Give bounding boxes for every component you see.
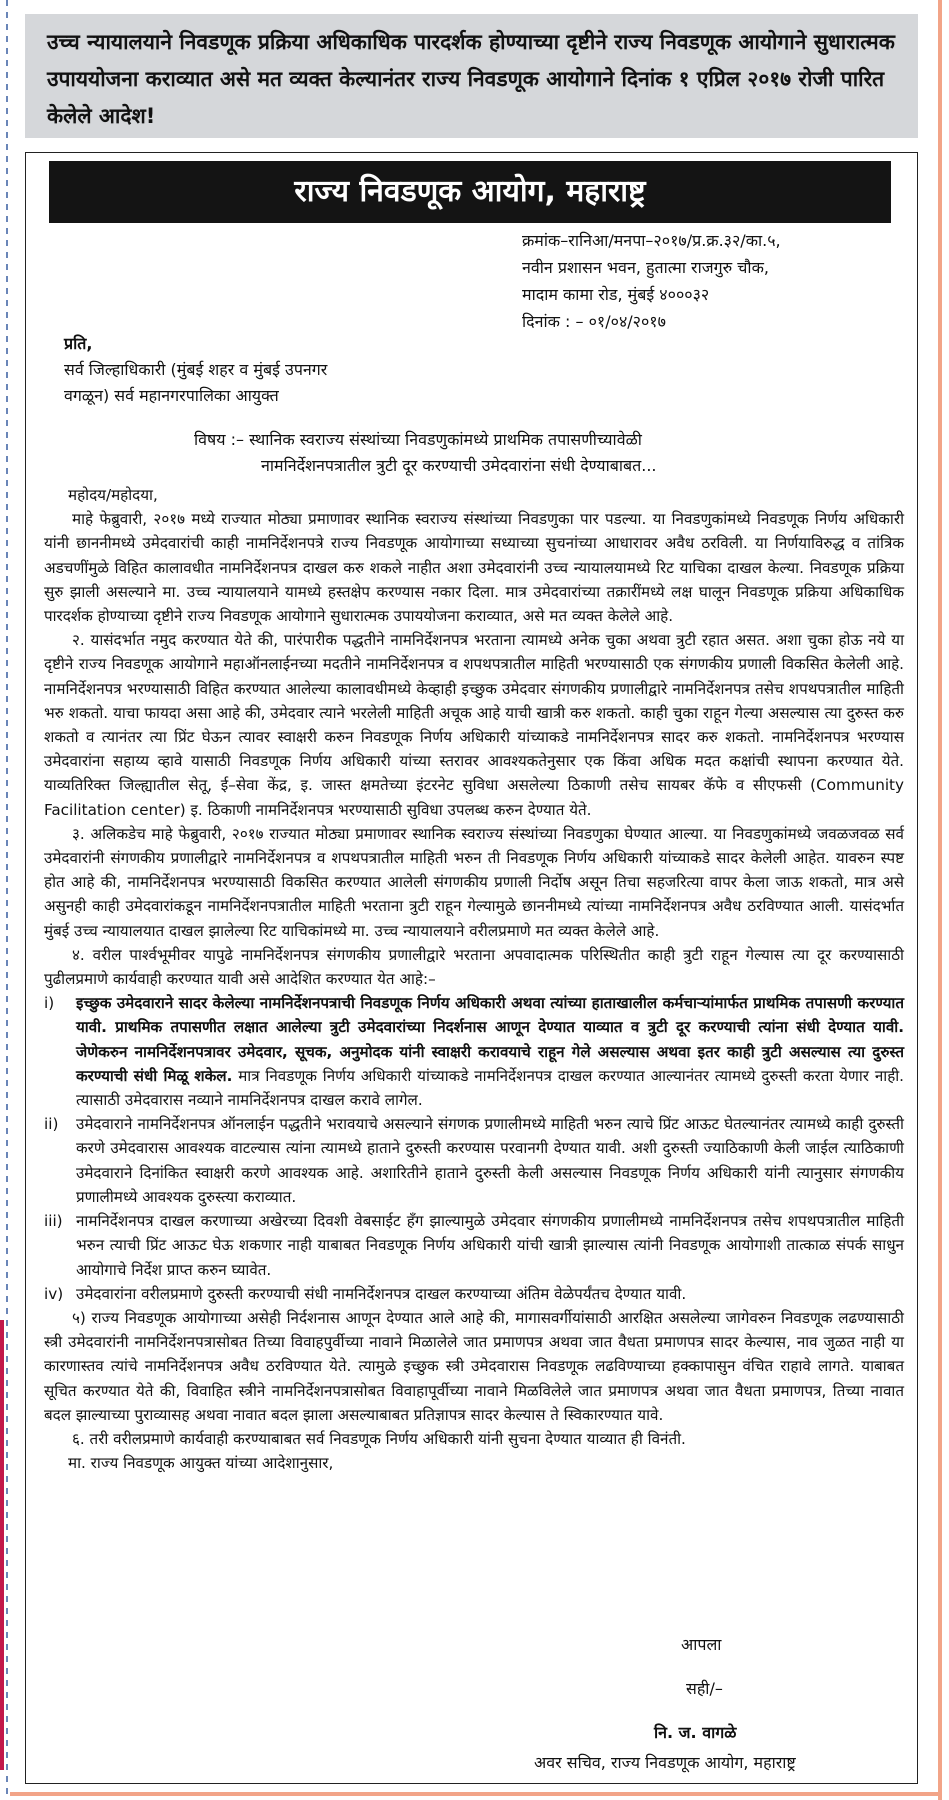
- list-item-3: [44, 1209, 904, 1282]
- recipient-line-1: सर्व जिल्हाधिकारी (मुंबई शहर व मुंबई उपनगर: [64, 360, 328, 379]
- paragraph-4: ४. वरील पार्श्वभूमीवर यापुढे नामनिर्देशनपत्र संगणकीय प्रणालीद्वारे भरताना अपवादात्मक परिस्थितीत काही त्रुटी राहून गेल्यास त्या दूर करण्यासाठी पुढीलप्रमाणे कार्यवाही करण्यात यावी असे आदेशित करण्यात येत आहे:–: [44, 945, 904, 989]
- recipient-block: [64, 331, 484, 409]
- list-item-1-bold: इच्छुक उमेदवाराने सादर केलेल्या नामनिर्देशनपत्राची निवडणूक निर्णय अधिकारी अथवा त्यांच्या हाताखालील कर्मचाऱ्यांमार्फत प्राथमिक तपासणी करण्यात यावी. प्राथमिक तपासणीत लक्षात आलेल्या त्रुटी उमेदवारांच्या निदर्शनास आणून देण्यात याव्यात व त्रुटी दूर करण्याची त्यांना संधी देण्यात यावी. जेणेकरुन नामनिर्देशनपत्रावर उमेदवार, सूचक, अनुमोदक यांनी स्वाक्षरी करावयाचे राहून गेले असल्यास अथवा इतर काही त्रुटी असल्यास त्या दुरुस्त करण्याची संधी मिळू शकेल.: [76, 994, 904, 1085]
- reference-date: दिनांक : – ०१/०४/२०१७: [522, 312, 666, 331]
- paragraph-1: माहे फेब्रुवारी, २०१७ मध्ये राज्यात मोठ्या प्रमाणावर स्थानिक स्वराज्य संस्थांच्या निवडणुका पार पडल्या. या निवडणुकांमध्ये निवडणूक निर्णय अधिकारी यांनी छाननीमध्ये उमेदवारांची काही नामनिर्देशनपत्रे राज्य निवडणूक आयोगाच्या सध्याच्या सुचनांच्या आधारावर अवैध ठरविली. या निर्णयाविरुद्ध व तांत्रिक अडचणींमुळे विहित कालावधीत नामनिर्देशनपत्र दाखल करु शकले नाहीत अशा उमेदवारांनी उच्च न्यायालयामध्ये रिट याचिका दाखल केल्या. निवडणूक प्रक्रिया सुरु झाली असल्याने मा. उच्च न्यायालयाने यामध्ये हस्तक्षेप करण्यास नकार दिला. मात्र उमेदवारांच्या तक्रारींमध्ये लक्ष घालून निवडणूक प्रक्रिया अधिकाधिक पारदर्शक होण्याच्या दृष्टीने राज्य निवडणूक आयोगाने सुधारात्मक उपाययोजना कराव्यात, असे मत व्यक्त केलेले आहे.: [44, 510, 904, 626]
- news-headline: उच्च न्यायालयाने निवडणूक प्रक्रिया अधिकाधिक पारदर्शक होण्याच्या दृष्टीने राज्य निवडणूक आयोगाने सुधारात्मक उपाययोजना कराव्यात असे मत व्यक्त केल्यानंतर राज्य निवडणूक आयोगाने दिनांक १ एप्रिल २०१७ रोजी पारित केलेले आदेश!: [25, 14, 918, 138]
- paragraph-3: ३. अलिकडेच माहे फेब्रुवारी, २०१७ राज्यात मोठ्या प्रमाणावर स्थानिक स्वराज्य संस्थांच्या निवडणुका घेण्यात आल्या. या निवडणुकांमध्ये जवळजवळ सर्व उमेदवारांनी संगणकीय प्रणालीद्वारे नामनिर्देशनपत्र व शपथपत्रातील माहिती भरुन ती निवडणूक निर्णय अधिकारी यांच्याकडे सादर केलेली आहेत. यावरुन स्पष्ट होत आहे की, नामनिर्देशनपत्र भरण्यासाठी विकसित करण्यात आलेली संगणकीय प्रणाली निर्दोष असून तिचा सहजरित्या वापर केला जाऊ शकतो, मात्र असे असुनही काही उमेदवारांकडून नामनिर्देशनपत्रातील माहिती भरताना त्रुटी राहून गेल्यामुळे छाननीमध्ये त्यांच्या नामनिर्देशनपत्र अवैध ठरविण्यात आली. यासंदर्भात मुंबई उच्च न्यायालयात दाखल झालेल्या रिट याचिकांमध्ये मा. उच्च न्यायालयाने वरीलप्रमाणे मत व्यक्त केलेले आहे.: [44, 824, 904, 940]
- list-number-1: i): [44, 994, 55, 1013]
- letter-box: [25, 152, 918, 1784]
- letter-body: [44, 483, 904, 1475]
- list-item-1: [44, 991, 904, 1112]
- greeting: महोदय/महोदया,: [68, 486, 158, 504]
- recipient-prefix: प्रति,: [64, 334, 93, 353]
- signatory-designation: अवर सचिव, राज्य निवडणूक आयोग, महाराष्ट्र: [534, 1753, 796, 1772]
- address-line-1: नवीन प्रशासन भवन, हुतात्मा राजगुरु चौक,: [522, 258, 769, 277]
- signatory-name: नि. ज. वागळे: [654, 1723, 737, 1742]
- list-item-2: [44, 1112, 904, 1209]
- closing-line: मा. राज्य निवडणूक आयुक्त यांच्या आदेशानुसार,: [68, 1454, 334, 1473]
- list-item-2-text: उमेदवाराने नामनिर्देशनपत्र ऑनलाईन पद्धतीने भरावयाचे असल्याने संगणक प्रणालीमध्ये माहिती भरुन त्याचे प्रिंट आऊट घेतल्यानंतर त्यामध्ये काही दुरुस्ती करणे उमेदवारास आवश्यक वाटल्यास त्यांना त्यामध्ये हाताने दुरुस्ती करण्यास परवानगी देण्यात यावी. अशी दुरुस्ती ज्याठिकाणी केली जाईल त्याठिकाणी उमेदवाराने दिनांकित स्वाक्षरी करणे आवश्यक आहे. अशारितीने हाताने दुरुस्ती केली असल्यास निवडणूक निर्णय अधिकारी यांनी त्यानुसार संगणकीय प्रणालीमध्ये आवश्यक दुरुस्त्या कराव्यात.: [76, 1115, 904, 1206]
- subject-line-2: नामनिर्देशनपत्रातील त्रुटी दूर करण्याची उमेदवारांना संधी देण्याबाबत...: [261, 456, 657, 475]
- paragraph-2: २. यासंदर्भात नमुद करण्यात येते की, पारंपारीक पद्धतीने नामनिर्देशनपत्र भरताना त्यामध्ये अनेक चुका अथवा त्रुटी रहात असत. अशा चुका होऊ नये या दृष्टीने राज्य निवडणूक आयोगाने महाऑनलाईनच्या मदतीने नामनिर्देशनपत्र व शपथपत्रातील माहिती भरण्यासाठी एक संगणकीय प्रणाली विकसित केलेली आहे. नामनिर्देशनपत्र भरण्यासाठी विहित करण्यात आलेल्या कालावधीमध्ये केव्हाही इच्छुक उमेदवार संगणकीय प्रणालीद्वारे नामनिर्देशनपत्र तसेच शपथपत्रातील माहिती भरु शकतो. याचा फायदा असा आहे की, उमेदवार त्याने भरलेली माहिती अचूक आहे याची खात्री करु शकतो. काही चुका राहून गेल्या असल्यास त्या दुरुस्त करु शकतो व त्यानंतर त्या प्रिंट घेऊन त्यावर स्वाक्षरी करुन निवडणूक निर्णय अधिकारी यांच्याकडे नामनिर्देशनपत्र सादर करु शकतो. नामनिर्देशनपत्र भरण्यास उमेदवारांना सहाय्य व्हावे यासाठी निवडणूक निर्णय अधिकारी यांच्या स्तरावर आवश्यकतेनुसार एक किंवा अधिक मदत कक्षांची स्थापना करण्यात येते. याव्यतिरिक्त जिल्ह्यातील सेतू, ई–सेवा केंद्र, इ. जास्त क्षमतेच्या इंटरनेट सुविधा असलेल्या ठिकाणी तसेच सायबर कॅफे व सीएफसी (Community Facilitation center) इ. ठिकाणी नामनिर्देशनपत्र भरण्यासाठी सुविधा उपलब्ध करुन देण्यात येते.: [44, 631, 904, 819]
- list-item-4: [44, 1282, 904, 1306]
- left-accent-bar: [0, 1320, 4, 1770]
- signature-yours: आपला: [681, 1635, 722, 1654]
- list-number-2: ii): [44, 1115, 59, 1134]
- list-item-3-text: नामनिर्देशनपत्र दाखल करणाच्या अखेरच्या दिवशी वेबसाईट हँग झाल्यामुळे उमेदवार संगणकीय प्रणालीमध्ये नामनिर्देशनपत्र तसेच शपथपत्रातील माहिती भरुन त्याची प्रिंट आऊट घेऊ शकणार नाही याबाबत निवडणूक निर्णय अधिकारी यांची खात्री झाल्यास त्यांनी निवडणूक आयोगाशी तात्काळ संपर्क साधुन आयोगाचे निर्देश प्राप्त करुन घ्यावेत.: [76, 1212, 904, 1279]
- signature-signed: सही/–: [686, 1679, 723, 1698]
- frame-bottom-border: [10, 1792, 942, 1796]
- left-border-dashes: [6, 0, 8, 1800]
- paragraph-6: ६. तरी वरीलप्रमाणे कार्यवाही करण्याबाबत सर्व निवडणूक निर्णय अधिकारी यांनी सुचना देण्यात याव्यात ही विनंती.: [72, 1429, 686, 1448]
- recipient-line-2: वगळून) सर्व महानगरपालिका आयुक्त: [64, 386, 279, 405]
- list-number-3: iii): [44, 1212, 63, 1231]
- address-line-2: मादाम कामा रोड, मुंबई ४०००३२: [522, 285, 710, 304]
- reference-block: [522, 227, 902, 335]
- frame-right-border: [938, 0, 942, 1800]
- reference-number: क्रमांक–रानिआ/मनपा–२०१७/प्र.क्र.३२/का.५,: [522, 231, 781, 250]
- letterhead-title: राज्य निवडणूक आयोग, महाराष्ट्र: [49, 161, 891, 223]
- paragraph-5: ५) राज्य निवडणूक आयोगाच्या असेही निर्दशनास आणून देण्यात आले आहे की, मागासवर्गीयांसाठी आरक्षित असलेल्या जागेवरुन निवडणूक लढण्यासाठी स्त्री उमेदवारांनी नामनिर्देशनपत्रासोबत तिच्या विवाहपुर्वीच्या नावाने मिळालेले जात प्रमाणपत्र अथवा जात वैधता प्रमाणपत्र सादर केल्यास, नाव जुळत नाही या कारणास्तव त्यांचे नामनिर्देशनपत्र अवैध ठरविण्यात येते. त्यामुळे इच्छुक स्त्री उमेदवारास निवडणूक लढविण्याच्या हक्कापासुन वंचित राहावे लागते. याबाबत सूचित करण्यात येते की, विवाहित स्त्रीने नामनिर्देशनपत्रासोबत विवाहापूर्वीच्या नावाने मिळविलेले जात प्रमाणपत्र अथवा जात वैधता प्रमाणपत्र, तिच्या नावात बदल झाल्याच्या पुराव्यासह अथवा नावात बदल झाला असल्याबाबत प्रतिज्ञापत्र सादर केल्यास ते स्विकारण्यात यावे.: [44, 1308, 904, 1424]
- list-number-4: iv): [44, 1284, 64, 1303]
- subject-line-1: विषय :– स्थानिक स्वराज्य संस्थांच्या निवडणुकांमध्ये प्राथमिक तपासणीच्यावेळी: [194, 430, 642, 449]
- list-item-4-text: उमेदवारांना वरीलप्रमाणे दुरुस्ती करण्याची संधी नामनिर्देशनपत्र दाखल करण्याच्या अंतिम वेळेपर्यंतच देण्यात यावी.: [76, 1284, 687, 1303]
- list-item-1-text: मात्र निवडणूक निर्णय अधिकारी यांच्याकडे नामनिर्देशनपत्र दाखल करण्यात आल्यानंतर त्यामध्ये दुरुस्ती करता येणार नाही. त्यासाठी उमेदवारास नव्याने नामनिर्देशनपत्र दाखल करावे लागेल.: [76, 1066, 905, 1110]
- subject-block: [166, 427, 866, 479]
